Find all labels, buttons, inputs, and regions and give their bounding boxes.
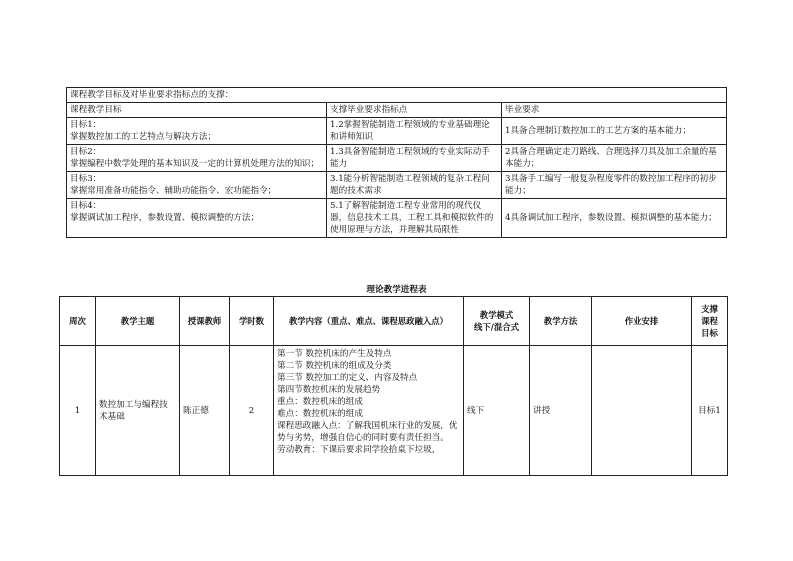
week-cell: 1 <box>60 346 96 476</box>
goal-label: 目标3： <box>70 174 102 184</box>
content-line: 第四节数控机床的发展趋势 <box>277 385 381 395</box>
content-line: 劳动教育：下课后要求同学捡拾桌下垃圾， <box>277 445 441 455</box>
col-header-goal: 课程教学目标 <box>67 103 327 118</box>
header-week: 周次 <box>60 297 96 346</box>
header-content: 教学内容（重点、难点、课程思政融入点） <box>274 297 464 346</box>
content-line: 第三节 数控加工的定义、内容及特点 <box>277 373 418 383</box>
requirement-cell: 4具备调试加工程序，参数设置、模拟调整的基本能力； <box>502 199 727 238</box>
header-teacher: 授课教师 <box>180 297 230 346</box>
content-line: 难点：数控机床的组成 <box>277 409 363 419</box>
objectives-table <box>66 87 727 238</box>
schedule-title: 理论教学进程表 <box>366 285 427 295</box>
goal-label: 目标1： <box>70 120 102 130</box>
header-homework: 作业安排 <box>592 297 692 346</box>
target-cell: 目标1 <box>692 346 728 476</box>
method-cell: 讲授 <box>530 346 592 476</box>
content-line: 课程思政融入点：了解我国机床行业的发展，优势与劣势，增强自信心的同时要有责任担当。 <box>277 421 458 443</box>
homework-cell <box>592 346 692 476</box>
table-row <box>67 172 727 199</box>
content-line: 第二节 数控机床的组成及分类 <box>277 361 392 371</box>
goal-text: 掌握调试加工程序，参数设置、模拟调整的方法； <box>70 213 260 223</box>
requirement-cell: 2具备合理确定走刀路线、合理选择刀具及加工余量的基本能力； <box>502 145 727 172</box>
header-method: 教学方法 <box>530 297 592 346</box>
table-row <box>67 145 727 172</box>
objectives-heading: 课程教学目标及对毕业要求指标点的支撑： <box>67 88 727 103</box>
goal-text: 掌握编程中数学处理的基本知识及一定的计算机处理方法的知识； <box>70 159 320 169</box>
goal-text: 掌握常用准备功能指令、辅助功能指令、宏功能指令； <box>70 186 277 196</box>
content-line: 第一节 数控机床的产生及特点 <box>277 349 392 359</box>
goal-text: 掌握数控加工的工艺特点与解决方法； <box>70 132 217 142</box>
goal-label: 目标4： <box>70 201 102 211</box>
header-row <box>60 297 728 346</box>
header-target: 支撑 课程 目标 <box>692 297 728 346</box>
table-row <box>67 199 727 238</box>
schedule-table <box>59 296 728 476</box>
mode-cell: 线下 <box>464 346 530 476</box>
indicator-cell: 1.2掌握智能制造工程领域的专业基础理论和讲师知识 <box>327 118 502 145</box>
table-row <box>60 346 728 476</box>
hours-cell: 2 <box>230 346 274 476</box>
indicator-cell: 1.3具备智能制造工程领域的专业实际动手能力 <box>327 145 502 172</box>
content-line: 重点：数控机床的组成 <box>277 397 363 407</box>
col-header-requirement: 毕业要求 <box>502 103 727 118</box>
teacher-cell: 陈正德 <box>180 346 230 476</box>
topic-cell: 数控加工与编程技术基础 <box>96 346 180 476</box>
col-header-indicator: 支撑毕业要求指标点 <box>327 103 502 118</box>
indicator-cell: 5.1了解智能制造工程专业常用的现代仪器，信息技术工具，工程工具和模拟软件的使用原理与方法，并理解其局限性 <box>327 199 502 238</box>
header-hours: 学时数 <box>230 297 274 346</box>
requirement-cell: 1具备合理制订数控加工的工艺方案的基本能力； <box>502 118 727 145</box>
goal-label: 目标2： <box>70 147 102 157</box>
table-row <box>67 118 727 145</box>
content-cell <box>274 346 464 476</box>
requirement-cell: 3具备手工编写一般复杂程度零件的数控加工程序的初步能力； <box>502 172 727 199</box>
indicator-cell: 3.1能分析智能制造工程领域的复杂工程问题的技术需求 <box>327 172 502 199</box>
header-mode: 教学模式 线下/混合式 <box>464 297 530 346</box>
header-topic: 教学主题 <box>96 297 180 346</box>
